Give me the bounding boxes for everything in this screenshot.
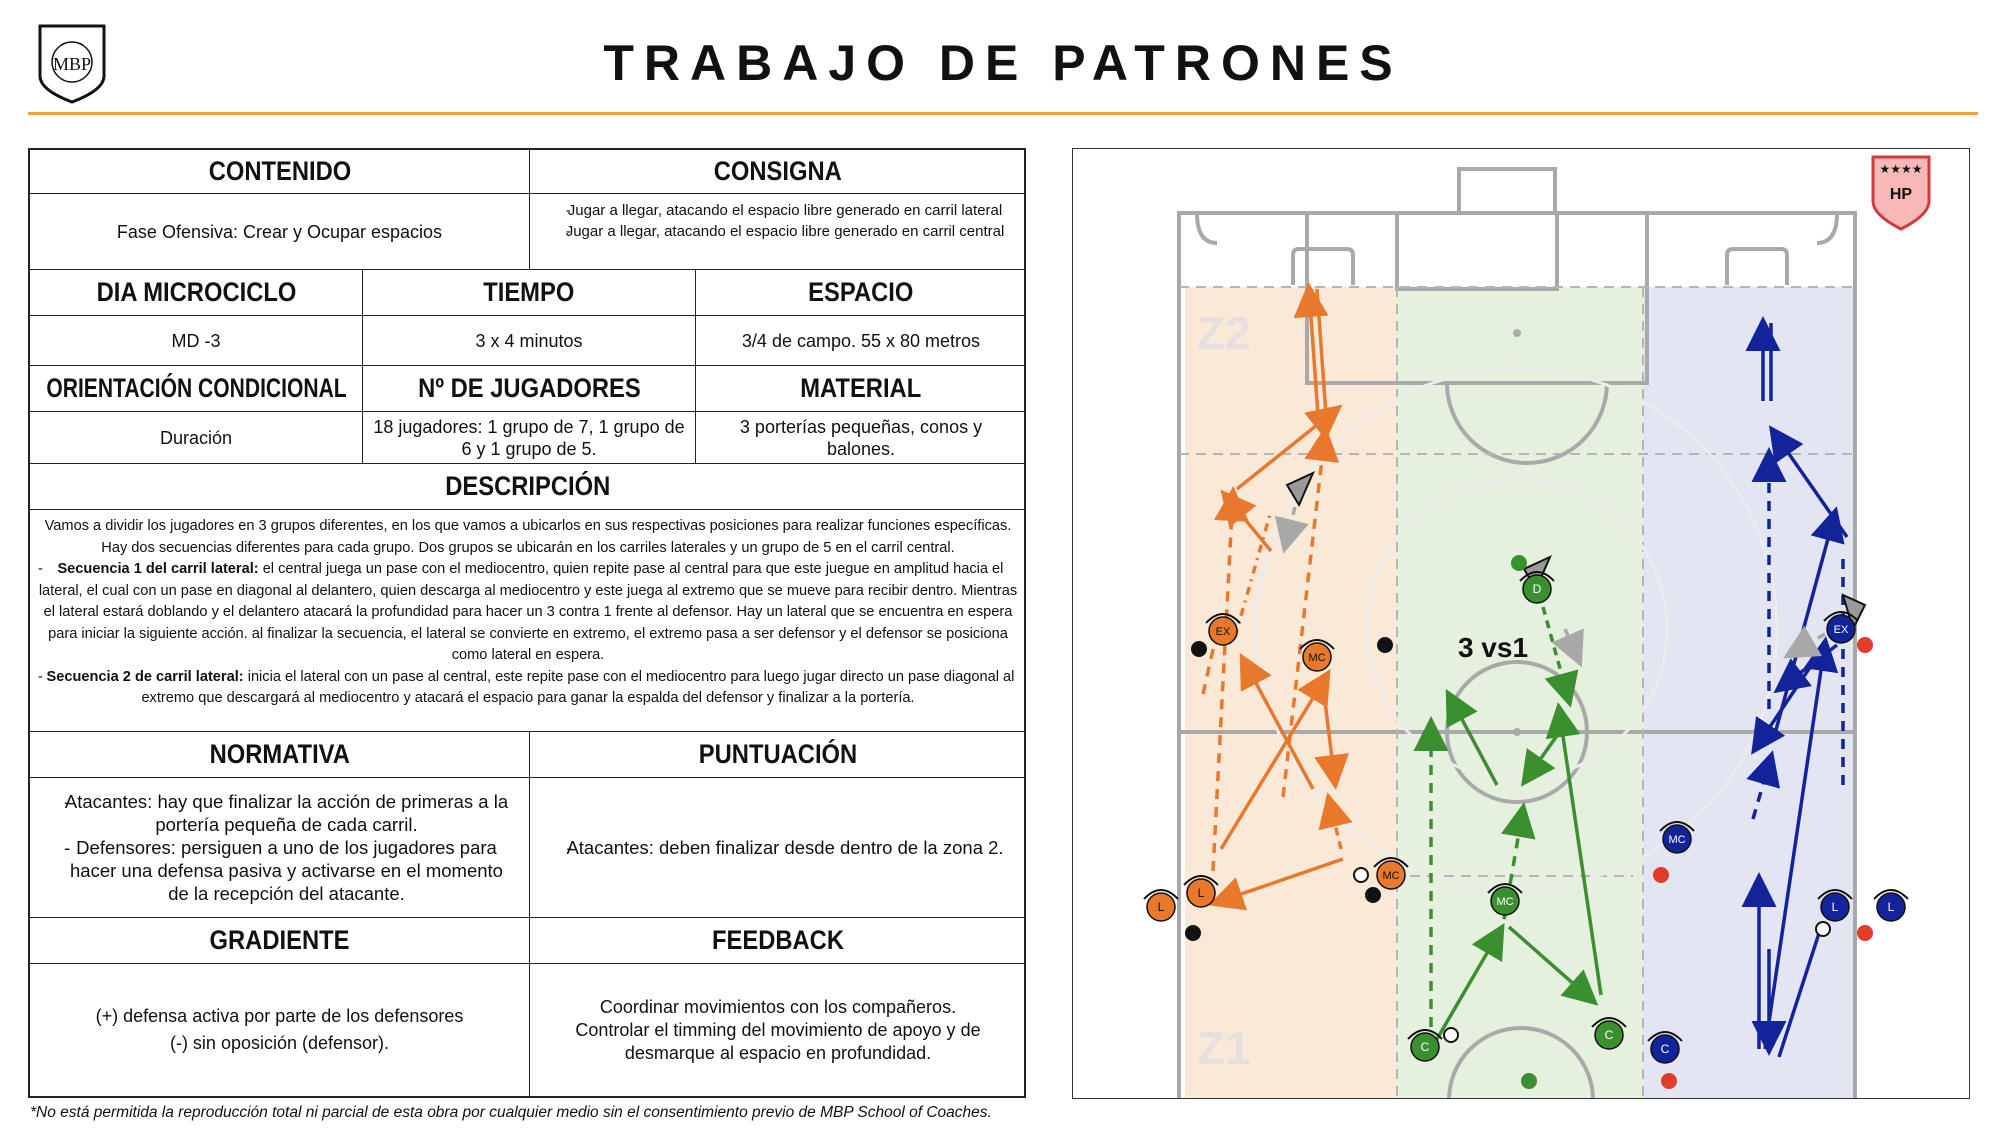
normativa-list: [30, 778, 530, 918]
player-label: MC: [1668, 834, 1686, 846]
jugadores-value: 18 jugadores: 1 grupo de 7, 1 grupo de 6 y 1 grupo de 5.: [363, 412, 696, 464]
zone-label-top: Z2: [1197, 307, 1251, 359]
descripcion-header: DESCRIPCIÓN: [30, 464, 1026, 510]
cone-black: [1185, 925, 1201, 941]
player-label: L: [1157, 900, 1165, 914]
descripcion-intro: Vamos a dividir los jugadores en 3 grupos diferentes, en los que vamos a ubicarlos en sus respectivas posiciones para realizar funciones específicas. Hay dos secuencias diferentes para cada grupo. Dos grupos se ubicarán en los carriles laterales y un grupo de 5 en el carril central.: [44, 518, 1012, 556]
material-header: MATERIAL: [696, 366, 1026, 412]
descripcion-body: [30, 510, 1026, 732]
mini-goals: [1293, 249, 1787, 285]
orientacion-value: Duración: [30, 412, 363, 464]
material-value: 3 porterías pequeñas, conos y balones.: [696, 412, 1026, 464]
descripcion-seq1: - Secuencia 1 del carril lateral: el central juega un pase con el mediocentro, quien repite pase al central para que este juegue en amplitud hacia el lateral, el cual con un pase en diagonal al delantero, quien descarga al mediocentro y este juega al extremo que se mueve para recibir dentro. Mientras el lateral estará doblando y el delantero atacará la profundidad para hacer un 3 contra 1 frente al defensor. Hay un lateral que se encuentra en espera para iniciar la siguiente acción. al finalizar la secuencia, el lateral se convierte en extremo, el extremo pasa a ser defensor y el defensor se posiciona como lateral en espera.: [38, 561, 1018, 663]
left-lane-zone: [1185, 287, 1400, 1099]
player-label: L: [1831, 900, 1839, 914]
zone-label-bottom: Z1: [1197, 1022, 1251, 1074]
gradiente-header: GRADIENTE: [30, 918, 530, 964]
player-label: C: [1604, 1028, 1614, 1042]
cone-red: [1653, 867, 1669, 883]
consigna-list: [530, 194, 1026, 270]
player-token-blue: [1874, 890, 1908, 921]
player-label: EX: [1215, 626, 1231, 638]
cone-green: [1521, 1073, 1537, 1089]
player-label: C: [1420, 1040, 1430, 1054]
consigna-item: - Jugar a llegar, atacando el espacio libre generado en carril central: [552, 221, 1005, 242]
cone-black: [1191, 641, 1207, 657]
dia-microciclo-header: DIA MICROCICLO: [30, 270, 363, 316]
ball-icon: [1354, 868, 1368, 882]
puntuacion-list: [530, 778, 1026, 918]
puntuacion-item: - Atacantes: deben finalizar desde dentro de la zona 2.: [552, 837, 1003, 859]
center-situation-label: 3 vs1: [1457, 632, 1529, 663]
center-lane-zone: [1397, 287, 1643, 1099]
right-lane-zone: [1643, 287, 1853, 1099]
ball-icon: [1816, 922, 1830, 936]
feedback-header: FEEDBACK: [530, 918, 1026, 964]
cone-black: [1365, 887, 1381, 903]
feedback-line: Coordinar movimientos con los compañeros.: [599, 996, 957, 1017]
svg-text:★★★★: ★★★★: [1879, 162, 1923, 176]
orientacion-header: ORIENTACIÓN CONDICIONAL: [30, 366, 363, 412]
center-spot: [1513, 728, 1521, 736]
player-label: L: [1197, 886, 1205, 900]
contenido-header: CONTENIDO: [30, 150, 530, 194]
normativa-item: - Defensores: persiguen a uno de los jugadores para hacer una defensa pasiva y activarse en el momento de la recepción del atacante.: [50, 836, 509, 905]
gradiente-line: (+) defensa activa por parte de los defensores: [95, 1006, 464, 1026]
dia-microciclo-value: MD -3: [30, 316, 363, 366]
copyright-footnote: *No está permitida la reproducción total ni parcial de esta obra por cualquier medio sin el consentimiento previo de MBP School of Coaches.: [30, 1104, 992, 1121]
tiempo-value: 3 x 4 minutos: [363, 316, 696, 366]
jugadores-header: Nº DE JUGADORES: [363, 366, 696, 412]
penalty-spot: [1513, 329, 1521, 337]
descripcion-seq2: - Secuencia 2 de carril lateral: inicia el lateral con un pase al central, este repite pase con el mediocentro para luego jugar directo un pase diagonal al extremo que descargará al mediocentro y atacará el espacio para ganar la espalda del defensor y finalizar a la portería.: [38, 668, 1015, 706]
player-token-orange: [1144, 890, 1178, 921]
page-title: TRABAJO DE PATRONES: [603, 35, 1403, 91]
normativa-header: NORMATIVA: [30, 732, 530, 778]
cone-red: [1661, 1073, 1677, 1089]
cone-black: [1377, 637, 1393, 653]
consigna-item: - Jugar a llegar, atacando el espacio libre generado en carril lateral: [552, 200, 1005, 221]
normativa-item: - Atacantes: hay que finalizar la acción de primeras a la portería pequeña de cada carril.: [50, 790, 509, 836]
player-label: EX: [1833, 624, 1849, 636]
tactical-diagram: [1072, 148, 1970, 1099]
espacio-value: 3/4 de campo. 55 x 80 metros: [696, 316, 1026, 366]
title-divider: [28, 112, 1978, 115]
session-sheet: [28, 148, 1026, 1098]
pitch-svg: [1073, 149, 1970, 1099]
cone-red: [1857, 925, 1873, 941]
puntuacion-header: PUNTUACIÓN: [530, 732, 1026, 778]
player-label: C: [1660, 1042, 1670, 1056]
contenido-value: Fase Ofensiva: Crear y Ocupar espacios: [30, 194, 530, 270]
player-label: MC: [1496, 896, 1514, 908]
cone-red: [1857, 637, 1873, 653]
player-label: MC: [1382, 870, 1400, 882]
gradiente-line: (-) sin oposición (defensor).: [169, 1033, 390, 1053]
tiempo-header: TIEMPO: [363, 270, 696, 316]
ball-icon: [1444, 1028, 1458, 1042]
player-label: L: [1887, 900, 1895, 914]
consigna-header: CONSIGNA: [530, 150, 1026, 194]
logo-text: MBP: [52, 54, 92, 74]
espacio-header: ESPACIO: [696, 270, 1026, 316]
hp-badge: [1873, 157, 1929, 229]
badge-text: HP: [1889, 186, 1913, 203]
gradiente-list: [30, 964, 530, 1096]
feedback-line: Controlar el timming del movimiento de apoyo y de desmarque al espacio en profundidad.: [575, 1019, 981, 1063]
player-label: MC: [1308, 652, 1326, 664]
feedback-list: [530, 964, 1026, 1096]
cone-green: [1511, 555, 1527, 571]
player-label: D: [1532, 582, 1542, 596]
